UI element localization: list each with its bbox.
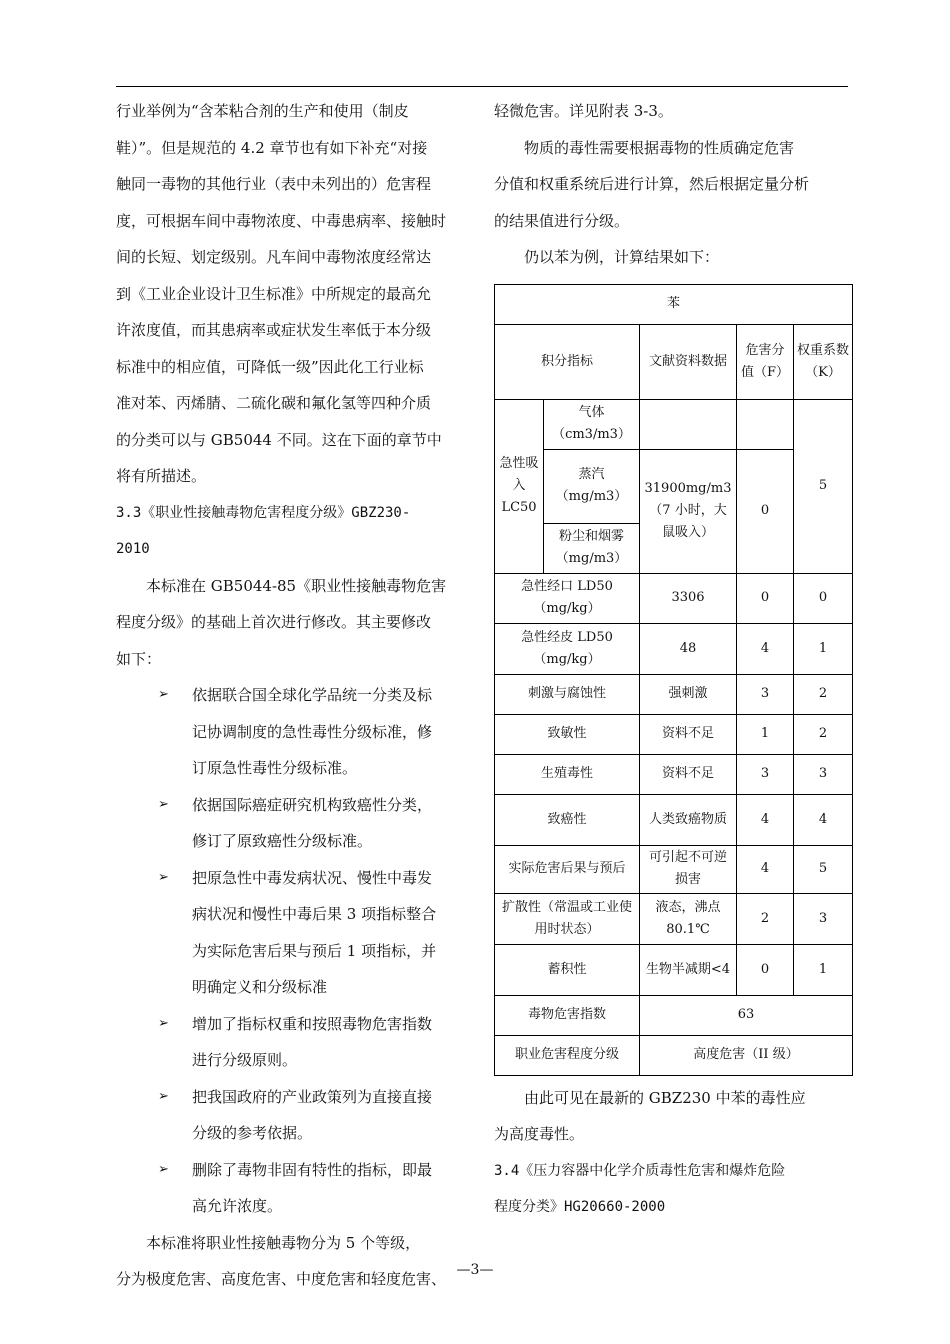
arrow-bullet-icon: ➢: [158, 1088, 169, 1104]
table-cell: 1: [737, 714, 794, 754]
table-row: [495, 754, 853, 794]
table-cell: 2: [794, 674, 853, 714]
table-cell: 3: [794, 754, 853, 794]
table-cell: 2: [794, 714, 853, 754]
left-column: [116, 93, 470, 1298]
table-cell: 63: [640, 995, 853, 1035]
text-line: 程度分级》的基础上首次进行修改。其主要修改: [116, 613, 432, 631]
text-line: 分值和权重系统后进行计算，然后根据定量分析: [494, 175, 810, 193]
header-rule: [116, 86, 848, 87]
table-cell: 刺激与腐蚀性: [495, 674, 640, 714]
paragraph-revision: [116, 568, 470, 678]
text-line: 为高度毒性。: [494, 1125, 585, 1143]
heading-line: 3.3《职业性接触毒物危害程度分级》GBZ230-: [116, 504, 411, 521]
table-row: [495, 714, 853, 754]
text-line: 为实际危害后果与预后 1 项指标，并: [192, 941, 437, 960]
text-line: 把原急性中毒发病状况、慢性中毒发: [192, 868, 433, 887]
text-line: 本标准在 GB5044-85《职业性接触毒物危害: [116, 576, 447, 595]
table-title: 苯: [495, 284, 853, 324]
table-cell: 急性经皮 LD50 （mg/kg）: [495, 623, 640, 674]
text-line: 间的长短、划定级别。凡车间中毒物浓度经常达: [116, 248, 432, 266]
table-cell: 气体（cm3/m3）: [544, 399, 640, 449]
arrow-bullet-icon: ➢: [158, 1015, 169, 1031]
text-line: 由此可见在最新的 GBZ230 中苯的毒性应: [494, 1088, 806, 1107]
table-cell: 3306: [640, 573, 737, 623]
table-row: [495, 845, 853, 893]
table-row: [495, 623, 853, 674]
text-line: 如下：: [116, 649, 162, 668]
table-cell: 3: [737, 754, 794, 794]
table-cell: 0: [737, 944, 794, 995]
text-line: 明确定义和分级标准: [192, 978, 328, 996]
table-cell: 急性经口 LD50（mg/kg）: [495, 573, 640, 623]
right-column: [494, 93, 852, 1226]
paragraph-conclusion: [494, 1080, 852, 1153]
text-line: 增加了指标权重和按照毒物危害指数: [192, 1014, 433, 1033]
table-cell: 3: [794, 893, 853, 944]
table-cell: 致敏性: [495, 714, 640, 754]
text-line: 本标准将职业性接触毒物分为 5 个等级，: [116, 1233, 421, 1252]
bullet-item: [116, 1079, 470, 1152]
text-line: 度，可根据车间中毒物浓度、中毒患病率、接触时: [116, 211, 447, 230]
table-cell: 职业危害程度分级: [495, 1035, 640, 1075]
table-cell: 48: [640, 623, 737, 674]
table-cell: 粉尘和烟雾（mg/m3）: [544, 523, 640, 573]
text-line: 把我国政府的产业政策列为直接直接: [192, 1087, 433, 1106]
table-cell: 生殖毒性: [495, 754, 640, 794]
paragraph-intro: [116, 93, 470, 495]
table-cell: 5: [794, 845, 853, 893]
table-cell: 强刺激: [640, 674, 737, 714]
table-header: 危害分值（F）: [737, 324, 794, 399]
heading-line: 3.4《压力容器中化学介质毒性危害和爆炸危险: [494, 1162, 786, 1179]
text-line: 准对苯、丙烯腈、二硫化碳和氟化氢等四种介质: [116, 394, 432, 412]
text-line: 行业举例为“含苯粘合剂的生产和使用（制皮: [116, 102, 409, 120]
text-line: 的分类可以与 GB5044 不同。这在下面的章节中: [116, 430, 442, 449]
bullet-item: [116, 1152, 470, 1225]
table-cell: 扩散性（常温或工业使用时状态）: [495, 893, 640, 944]
table-row: [495, 1035, 853, 1075]
arrow-bullet-icon: ➢: [158, 869, 169, 885]
heading-line: 程度分类》HG20660-2000: [494, 1199, 666, 1215]
table-cell: 急性吸入LC50: [495, 399, 544, 573]
table-cell: 毒物危害指数: [495, 995, 640, 1035]
table-cell: 生物半减期<4: [640, 944, 737, 995]
table-cell: 3: [737, 674, 794, 714]
table-cell: 5: [794, 399, 853, 573]
table-cell: 4: [737, 794, 794, 845]
table-row: [495, 995, 853, 1035]
text-line: 触同一毒物的其他行业（表中未列出的）危害程: [116, 175, 432, 193]
table-cell: 4: [794, 794, 853, 845]
page-number: —3—: [456, 1262, 494, 1278]
text-line: 病状况和慢性中毒后果 3 项指标整合: [192, 905, 437, 923]
text-line: 依据国际癌症研究机构致癌性分类，: [192, 795, 433, 814]
text-line: 分级的参考依据。: [192, 1124, 313, 1142]
text-line: 分为极度危害、高度危害、中度危害和轻度危害、: [116, 1270, 447, 1288]
table-cell: 高度危害（II 级）: [640, 1035, 853, 1075]
table-cell: 4: [737, 845, 794, 893]
text-line: 鞋）”。但是规范的 4.2 章节也有如下补充“对接: [116, 138, 428, 157]
text-line: 许浓度值，而其患病率或症状发生率低于本分级: [116, 321, 432, 339]
text-line: 进行分级原则。: [192, 1051, 298, 1069]
table-cell: 0: [794, 573, 853, 623]
table-cell: 致癌性: [495, 794, 640, 845]
text-line: 订原急性毒性分级标准。: [192, 759, 358, 777]
table-cell: 液态，沸点 80.1℃: [640, 893, 737, 944]
text-line: 将有所描述。: [116, 467, 207, 485]
arrow-bullet-icon: ➢: [158, 1161, 169, 1177]
table-row: [495, 944, 853, 995]
text-line: 修订了原致癌性分级标准。: [192, 832, 373, 850]
table-row: [495, 794, 853, 845]
bullet-item: [116, 860, 470, 1006]
table-header: 积分指标: [495, 324, 640, 399]
text-line: 标准中的相应值，可降低一级”因此化工行业标: [116, 357, 424, 376]
table-cell: 资料不足: [640, 754, 737, 794]
text-line: 删除了毒物非固有特性的指标，即最: [192, 1160, 433, 1179]
text-line: 的结果值进行分级。: [494, 211, 630, 230]
revision-bullet-list: [116, 677, 470, 1225]
table-cell: 0: [737, 573, 794, 623]
text-line: 轻微危害。详见附表 3-3。: [494, 102, 673, 120]
bullet-item: [116, 1006, 470, 1079]
table-cell: 1: [794, 623, 853, 674]
paragraph-calculation: [494, 93, 852, 276]
table-header: 文献资料数据: [640, 324, 737, 399]
text-line: 记协调制度的急性毒性分级标准，修: [192, 722, 433, 741]
table-row: [495, 573, 853, 623]
table-cell: 实际危害后果与预后: [495, 845, 640, 893]
table-cell: 1: [794, 944, 853, 995]
bullet-item: [116, 677, 470, 787]
section-heading-3-4: [494, 1153, 852, 1226]
table-cell: 蒸汽（mg/m3）: [544, 449, 640, 523]
text-line: 依据联合国全球化学品统一分类及标: [192, 686, 433, 704]
table-cell: 4: [737, 623, 794, 674]
table-cell: [737, 399, 794, 449]
benzene-hazard-table: [494, 284, 853, 1076]
table-header: 权重系数（K）: [794, 324, 853, 399]
table-cell: 资料不足: [640, 714, 737, 754]
table-row: [495, 674, 853, 714]
table-cell: 0: [737, 449, 794, 573]
paragraph-grades: [116, 1225, 470, 1298]
table-cell: 2: [737, 893, 794, 944]
table-cell: 可引起不可逆损害: [640, 845, 737, 893]
table-cell: 人类致癌物质: [640, 794, 737, 845]
arrow-bullet-icon: ➢: [158, 796, 169, 812]
table-cell: 蓄积性: [495, 944, 640, 995]
text-line: 物质的毒性需要根据毒物的性质确定危害: [494, 138, 795, 157]
table-cell: [640, 399, 737, 449]
text-line: 到《工业企业设计卫生标准》中所规定的最高允: [116, 284, 432, 303]
table-cell: 31900mg/m3（7 小时，大鼠吸入）: [640, 449, 737, 573]
arrow-bullet-icon: ➢: [158, 687, 169, 702]
heading-line: 2010: [116, 541, 150, 557]
bullet-item: [116, 787, 470, 860]
text-line: 高允许浓度。: [192, 1197, 283, 1215]
text-line: 仍以苯为例，计算结果如下：: [494, 248, 720, 266]
section-heading-3-3: [116, 495, 470, 568]
table-row: [495, 893, 853, 944]
